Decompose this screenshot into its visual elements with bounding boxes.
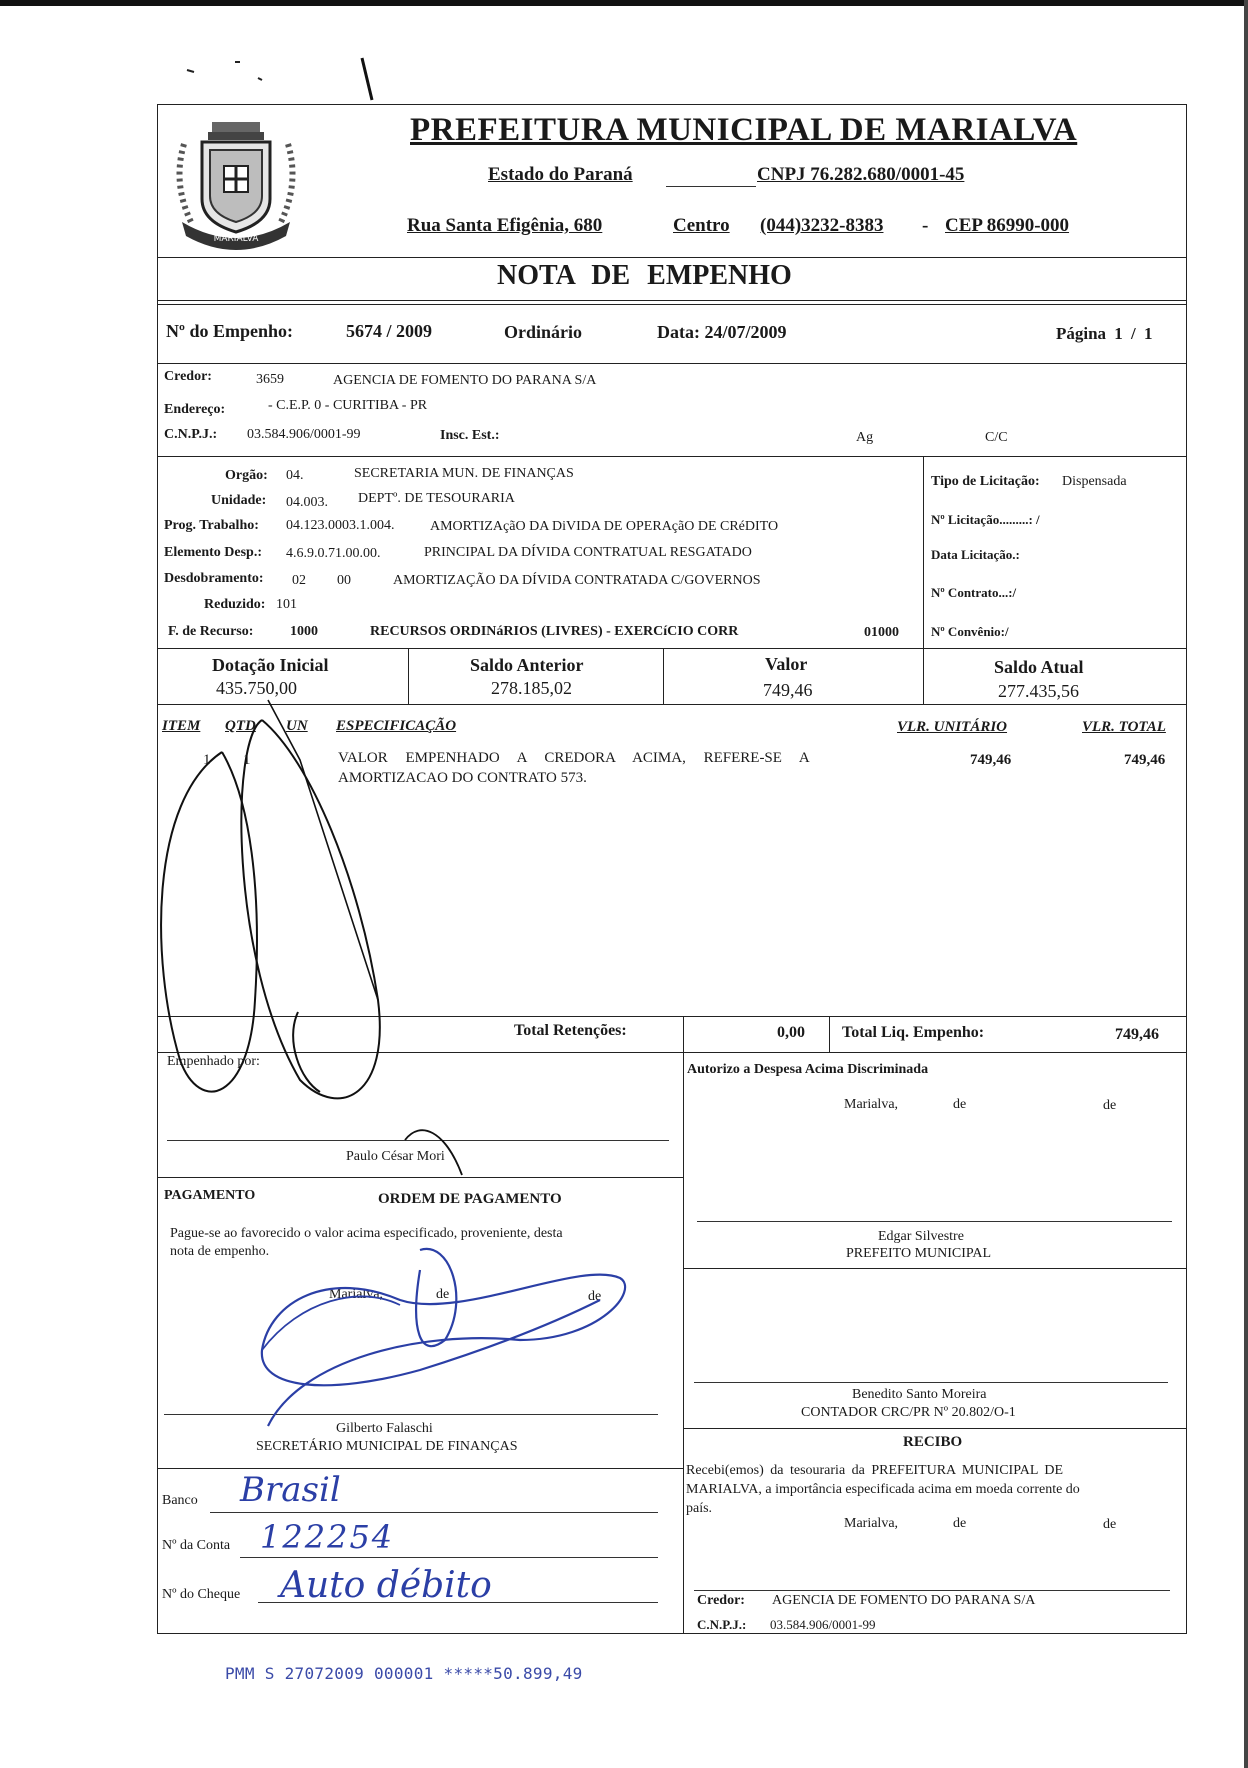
- divider: [157, 456, 1187, 457]
- recibo-cnpj-label: C.N.P.J.:: [697, 1617, 747, 1632]
- credor-name: AGENCIA DE FOMENTO DO PARANA S/A: [333, 373, 597, 388]
- scan-border-top: [0, 0, 1248, 6]
- cep-label: CEP 86990-000: [945, 215, 1070, 236]
- empenho-type: Ordinário: [504, 322, 583, 342]
- document-title: NOTA DE EMPENHO: [497, 260, 792, 291]
- pagamento-text-line-2: nota de empenho.: [170, 1244, 270, 1259]
- header-underline: [666, 186, 756, 187]
- prog-trabalho-desc: AMORTIZAçãO DA DiVIDA DE OPERAçãO DE CRéDITO: [430, 519, 779, 534]
- divider: [157, 363, 1187, 364]
- credor-address: - C.E.P. 0 - CURITIBA - PR: [268, 398, 428, 413]
- seal-ribbon-text: MARIALVA: [213, 234, 259, 244]
- dotacao-label: Dotação Inicial: [212, 655, 329, 675]
- elemento-label: Elemento Desp.:: [164, 545, 262, 560]
- divider: [157, 1052, 1187, 1053]
- prefeito-name: Edgar Silvestre: [878, 1229, 964, 1244]
- licitacao-tipo: Dispensada: [1062, 474, 1127, 489]
- divider: [663, 648, 664, 704]
- orgao-label: Orgão:: [225, 468, 268, 483]
- prog-trabalho-label: Prog. Trabalho:: [164, 518, 259, 533]
- empenho-date: Data: 24/07/2009: [657, 322, 787, 342]
- signature-line: [167, 1140, 669, 1141]
- licitacao-date-label: Data Licitação.:: [931, 547, 1020, 562]
- empenhado-por-label: Empenhado por:: [167, 1054, 260, 1069]
- convenio-label: Nº Convênio:/: [931, 624, 1009, 639]
- recibo-cnpj: 03.584.906/0001-99: [770, 1617, 876, 1632]
- recibo-de-2: de: [1103, 1517, 1117, 1532]
- desdobramento-code-2: 00: [337, 573, 351, 588]
- column-header-un: UN: [286, 718, 308, 734]
- signature-line: [694, 1590, 1170, 1591]
- dotacao-value: 435.750,00: [216, 678, 297, 698]
- valor-label: Valor: [765, 654, 808, 674]
- insc-est-label: Insc. Est.:: [440, 428, 500, 443]
- payment-stamp: PMM S 27072009 000001 *****50.899,49: [225, 1664, 583, 1683]
- secretario-name: Gilberto Falaschi: [336, 1421, 433, 1436]
- prefeito-title: PREFEITO MUNICIPAL: [846, 1246, 992, 1261]
- pagamento-de-1: de: [436, 1287, 450, 1302]
- unidade-label: Unidade:: [211, 493, 267, 508]
- phone-label: (044)3232-8383: [760, 215, 884, 236]
- address-label: Rua Santa Efigênia, 680: [407, 215, 603, 236]
- signature-line: [694, 1382, 1168, 1383]
- orgao-desc: SECRETARIA MUN. DE FINANÇAS: [354, 466, 574, 481]
- credor-cnpj: 03.584.906/0001-99: [247, 427, 361, 442]
- page-number: Página 1 / 1: [1056, 324, 1153, 343]
- column-header-total-value: VLR. TOTAL: [1082, 719, 1166, 735]
- reduzido-value: 101: [276, 597, 297, 612]
- recibo-text-line-3: país.: [686, 1501, 713, 1516]
- credor-code: 3659: [256, 372, 284, 387]
- saldo-anterior-label: Saldo Anterior: [470, 655, 584, 675]
- desdobramento-label: Desdobramento:: [164, 571, 264, 586]
- recurso-code: 1000: [290, 624, 318, 639]
- divider: [683, 1428, 1187, 1429]
- recibo-credor-name: AGENCIA DE FOMENTO DO PARANA S/A: [772, 1593, 1036, 1608]
- credor-cnpj-label: C.N.P.J.:: [164, 427, 218, 442]
- signature-line: [697, 1221, 1172, 1222]
- pagamento-city: Marialva,: [329, 1287, 384, 1302]
- banco-handwritten-value: Brasil: [240, 1470, 341, 1510]
- recurso-label: F. de Recurso:: [168, 624, 254, 639]
- divider: [923, 456, 924, 648]
- divider: [683, 1052, 684, 1634]
- page-title: PREFEITURA MUNICIPAL DE MARIALVA: [410, 112, 1078, 148]
- saldo-anterior-value: 278.185,02: [491, 678, 572, 698]
- empenho-number: 5674 / 2009: [346, 321, 433, 341]
- divider: [683, 1268, 1187, 1269]
- contador-name: Benedito Santo Moreira: [852, 1387, 987, 1402]
- dash-separator: -: [922, 215, 929, 236]
- divider: [683, 1016, 684, 1052]
- divider: [923, 648, 924, 704]
- recibo-title: RECIBO: [903, 1434, 963, 1450]
- recibo-de-1: de: [953, 1516, 967, 1531]
- elemento-desc: PRINCIPAL DA DÍVIDA CONTRATUAL RESGATADO: [424, 545, 752, 560]
- total-liquido-label: Total Liq. Empenho:: [842, 1024, 985, 1041]
- contador-title: CONTADOR CRC/PR Nº 20.802/O-1: [801, 1405, 1016, 1420]
- total-retencoes-label: Total Retenções:: [514, 1022, 627, 1039]
- divider: [157, 1468, 683, 1469]
- recibo-city: Marialva,: [844, 1516, 899, 1531]
- conta-handwritten-value: 122254: [260, 1518, 395, 1556]
- column-header-spec: ESPECIFICAÇÃO: [336, 718, 457, 734]
- column-header-qtd: QTD: [225, 718, 256, 734]
- secretario-title: SECRETÁRIO MUNICIPAL DE FINANÇAS: [256, 1439, 518, 1454]
- item-spec-line-1: VALOR EMPENHADO A CREDORA ACIMA, REFERE-SE A: [338, 750, 810, 766]
- licitacao-tipo-label: Tipo de Licitação:: [931, 474, 1040, 489]
- item-qty: 1: [243, 752, 251, 768]
- divider: [157, 304, 1187, 305]
- valor-value: 749,46: [763, 680, 813, 700]
- item-total-value: 749,46: [1124, 752, 1166, 768]
- divider: [157, 1177, 683, 1178]
- reduzido-label: Reduzido:: [204, 597, 266, 612]
- recibo-credor-label: Credor:: [697, 1593, 745, 1608]
- orgao-code: 04.: [286, 468, 304, 483]
- address-field-label: Endereço:: [164, 402, 226, 417]
- autorizo-de-1: de: [953, 1097, 967, 1112]
- divider: [408, 648, 409, 704]
- municipal-seal-icon: [162, 104, 310, 254]
- recibo-text-line-1: Recebi(emos) da tesouraria da PREFEITURA MUNICIPAL DE: [686, 1463, 1064, 1478]
- cheque-label: Nº do Cheque: [162, 1587, 241, 1602]
- divider: [157, 257, 1187, 258]
- saldo-atual-value: 277.435,56: [998, 681, 1079, 701]
- autorizo-city: Marialva,: [844, 1097, 899, 1112]
- district-label: Centro: [673, 215, 730, 236]
- total-liquido-value: 749,46: [1115, 1026, 1159, 1043]
- desdobramento-code-1: 02: [292, 573, 306, 588]
- column-header-unit-value: VLR. UNITÁRIO: [897, 719, 1008, 735]
- recurso-desc: RECURSOS ORDINáRIOS (LIVRES) - EXERCíCIO CORR: [370, 624, 739, 639]
- ordem-pagamento-label: ORDEM DE PAGAMENTO: [378, 1191, 562, 1207]
- elemento-code: 4.6.9.0.71.00.00.: [286, 546, 381, 561]
- item-number: 1: [203, 752, 211, 768]
- credor-label: Credor:: [164, 369, 212, 384]
- autorizo-label: Autorizo a Despesa Acima Discriminada: [687, 1062, 929, 1077]
- divider: [157, 704, 1187, 705]
- recibo-text-line-2: MARIALVA, a importância especificada acima em moeda corrente do: [686, 1482, 1080, 1497]
- prog-trabalho-code: 04.123.0003.1.004.: [286, 518, 395, 533]
- total-retencoes-value: 0,00: [777, 1024, 805, 1041]
- unidade-desc: DEPTº. DE TESOURARIA: [358, 491, 515, 506]
- empenhado-por-name: Paulo César Mori: [346, 1149, 445, 1164]
- contrato-label: Nº Contrato...:/: [931, 585, 1017, 600]
- unidade-code: 04.003.: [286, 495, 328, 510]
- autorizo-de-2: de: [1103, 1098, 1117, 1113]
- pagamento-de-2: de: [588, 1289, 602, 1304]
- item-spec-line-2: AMORTIZACAO DO CONTRATO 573.: [338, 770, 587, 786]
- divider: [829, 1016, 830, 1052]
- empenho-number-label: Nº do Empenho:: [166, 321, 293, 341]
- banco-label: Banco: [162, 1493, 198, 1508]
- pagamento-label: PAGAMENTO: [164, 1188, 256, 1203]
- conta-field-line: [240, 1557, 658, 1558]
- cnpj-label: CNPJ 76.282.680/0001-45: [757, 164, 965, 185]
- licitacao-number-label: Nº Licitação.........: /: [931, 512, 1040, 527]
- divider: [157, 1016, 1187, 1017]
- divider: [157, 648, 1187, 649]
- state-label: Estado do Paraná: [488, 164, 633, 185]
- item-unit-value: 749,46: [970, 752, 1012, 768]
- conta-label: Nº da Conta: [162, 1538, 231, 1553]
- divider: [157, 300, 1187, 301]
- pagamento-text-line-1: Pague-se ao favorecido o valor acima especificado, proveniente, desta: [170, 1226, 563, 1241]
- scan-border-right: [1244, 0, 1248, 1768]
- desdobramento-desc: AMORTIZAÇÃO DA DÍVIDA CONTRATADA C/GOVERNOS: [393, 573, 761, 588]
- column-header-item: ITEM: [162, 718, 201, 734]
- signature-line: [164, 1414, 658, 1415]
- recurso-code-2: 01000: [864, 625, 899, 640]
- saldo-atual-label: Saldo Atual: [994, 657, 1084, 677]
- agency-label: Ag: [856, 430, 874, 445]
- cheque-handwritten-value: Auto débito: [280, 1565, 492, 1606]
- cc-label: C/C: [985, 430, 1008, 445]
- banco-field-line: [210, 1512, 658, 1513]
